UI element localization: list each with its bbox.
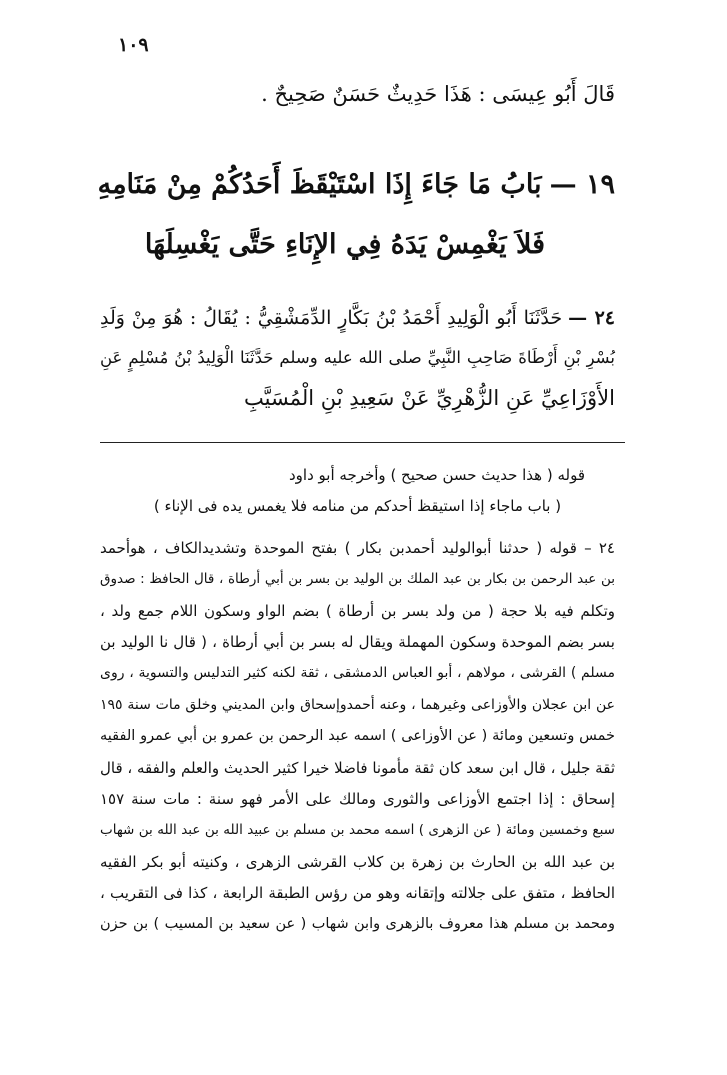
commentary-line-1: قوله ( هذا حديث حسن صحيح ) وأخرجه أبو داود — [289, 466, 585, 484]
commentary-line: بن عبد الله بن الحارث بن زهرة بن كلاب القرشى الزهرى ، وكنيته أبو بكر الفقيه — [100, 852, 615, 871]
commentary-line: الحافظ ، متفق على جلالته وإتقانه وهو من رؤس الطبقة الرابعة ، كذا فى التقريب ، — [100, 884, 615, 903]
hadith-text — [100, 298, 615, 418]
hadith-line-2: بُسْرِ بْنِ أَرْطَاةَ صَاحِبِ النَّبِيِّ صلى الله عليه وسلم حَدَّثَنَا الْوَلِيدُ بْنُ مُسْلِمٍ عَنِ — [100, 348, 615, 367]
commentary-line: إسحاق : إذا اجتمع الأوزاعى والثورى ومالك على الأمر فهو سنة : مات سنة ١٥٧ — [100, 789, 615, 808]
hadith-line-1 — [100, 298, 615, 338]
commentary-line: وتكلم فيه بلا حجة ( من ولد بسر بن أرطاة ) بضم الواو وسكون اللام جمع ولد ، — [100, 601, 615, 620]
commentary-line: سبع وخمسين ومائة ( عن الزهرى ) اسمه محمد بن مسلم بن عبيد الله بن عبد الله بن شهاب — [100, 822, 615, 839]
hadith-number: ٢٤ — — [568, 307, 615, 329]
chapter-heading — [95, 155, 615, 275]
commentary-line: بن عبد الرحمن بن بكار بن عبد الملك بن الوليد بن بسر بن أبي أرطاة ، قال الحافظ : صدوق — [100, 571, 615, 588]
chapter-number: ١٩ — — [549, 169, 615, 200]
commentary-chapter-note: ( باب ماجاء إذا استيقظ أحدكم من منامه فلا يغمس يده فى الإناء ) — [153, 497, 562, 516]
commentary-line: ثقة جليل ، قال ابن سعد كان ثقة مأمونا فاضلا خيرا كثير الحديث والعلم والفقه ، قال — [100, 758, 615, 777]
commentary-line: بسر بضم الموحدة وسكون المهملة ويقال له بسر بن أبي أرطاة ، ( قال نا الوليد بن — [100, 632, 615, 651]
abu-isa-verdict: قَالَ أَبُو عِيسَى : هَذَا حَدِيثٌ حَسَنٌ صَحِيحٌ . — [261, 82, 615, 106]
commentary-line: مسلم ) القرشى ، مولاهم ، أبو العباس الدمشقى ، ثقة لكنه كثير التدليس والتسوية ، روى — [100, 665, 615, 682]
hadith-line-3: الأَوْزَاعِيِّ عَنِ الزُّهْرِيِّ عَنْ سَعِيدِ بْنِ الْمُسَيَّبِ — [244, 386, 615, 410]
chapter-heading-line-1 — [95, 155, 615, 215]
footnote-divider — [100, 442, 625, 443]
commentary-spacer — [100, 523, 615, 533]
hadith-line-1-text: حَدَّثَنَا أَبُو الْوَلِيدِ أَحْمَدُ بْنُ بَكَّارٍ الدِّمَشْقِيُّ : يُقَالُ : هُوَ مِنْ وَلَدِ — [100, 307, 563, 329]
commentary-line: خمس وتسعين ومائة ( عن الأوزاعى ) اسمه عبد الرحمن بن عمرو بن أبي عمرو الفقيه — [100, 728, 615, 745]
commentary-line: ومحمد بن مسلم هذا معروف بالزهرى وابن شهاب ( عن سعيد بن المسيب ) بن حزن — [100, 916, 615, 933]
chapter-title-part-2: فَلاَ يَغْمِسْ يَدَهُ فِي الإِنَاءِ حَتَّى يَغْسِلَهَا — [144, 229, 545, 260]
commentary-line: عن ابن عجلان والأوزاعى وغيرهما ، وعنه أحمدوإسحاق وابن المديني وخلق مات سنة ١٩٥ — [100, 696, 615, 713]
page-number: ١٠٩ — [118, 34, 149, 56]
chapter-title-part-1: بَابُ مَا جَاءَ إِذَا اسْتَيْقَظَ أَحَدُكُمْ مِنْ مَنَامِهِ — [97, 169, 542, 200]
commentary-line: ٢٤ – قوله ( حدثنا أبوالوليد أحمدبن بكار ) بفتح الموحدة وتشديدالكاف ، هوأحمد — [100, 538, 615, 557]
commentary-block — [100, 460, 615, 941]
